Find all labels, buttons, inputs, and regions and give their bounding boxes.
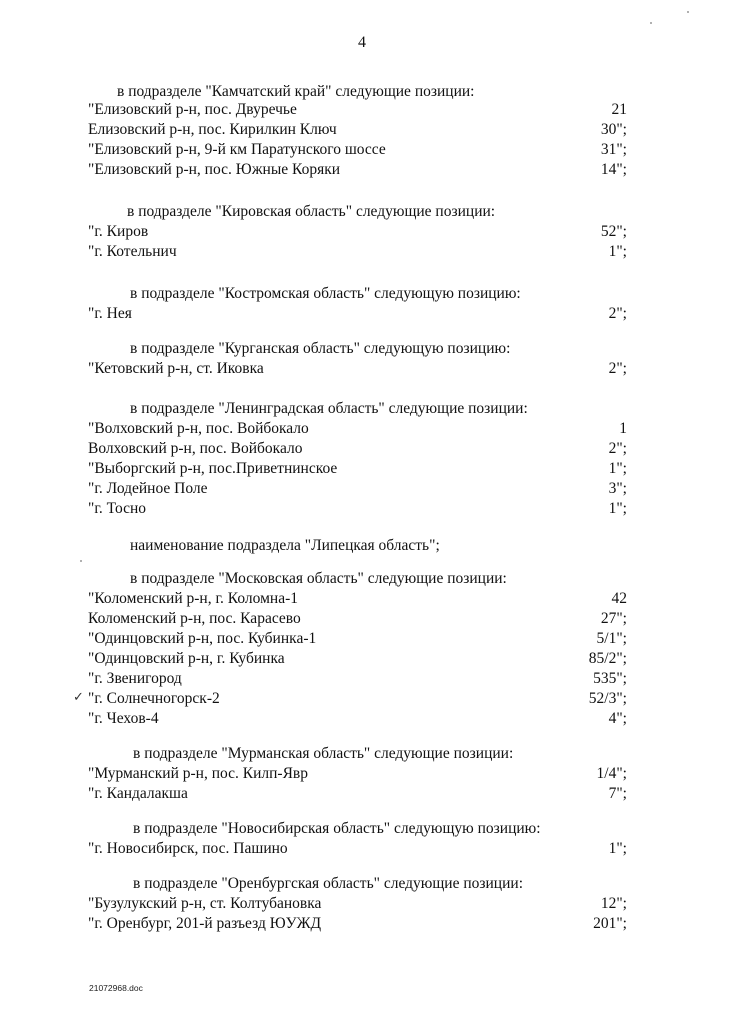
position-number: 1"; (608, 840, 627, 857)
position-number: 2"; (608, 360, 627, 377)
section-heading: в подразделе "Оренбургская область" следующие позиции: (133, 875, 523, 892)
footer-filename: 21072968.doc (89, 983, 143, 993)
position-text: "г. Кандалакша (88, 785, 188, 802)
position-number: 1"; (608, 243, 627, 260)
position-text: "г. Лодейное Поле (88, 480, 208, 497)
position-number: 7"; (608, 785, 627, 802)
position-number: 1"; (608, 460, 627, 477)
position-number: 42 (611, 590, 627, 607)
position-number: 52"; (600, 223, 627, 240)
position-number: 535"; (593, 670, 627, 687)
section-heading: в подразделе "Костромская область" следующую позицию: (130, 285, 521, 302)
position-text: "Одинцовский р-н, г. Кубинка (88, 650, 285, 667)
position-number: 1"; (608, 500, 627, 517)
position-text: "Коломенский р-н, г. Коломна-1 (88, 590, 298, 607)
position-text: "Волховский р-н, пос. Войбокало (88, 420, 309, 437)
position-number: 52/3"; (588, 690, 627, 707)
position-number: 1 (619, 420, 627, 437)
position-number: 12"; (600, 895, 627, 912)
section-heading: в подразделе "Камчатский край" следующие позиции: (117, 83, 475, 100)
position-text: "г. Оренбург, 201-й разъезд ЮУЖД (88, 915, 322, 932)
section-heading: в подразделе "Новосибирская область" следующую позицию: (133, 820, 541, 837)
position-number: 5/1"; (596, 630, 627, 647)
position-number: 1/4"; (596, 765, 627, 782)
position-number: 3"; (608, 480, 627, 497)
position-number: 201"; (593, 915, 627, 932)
position-text: "Елизовский р-н, 9-й км Паратунского шоссе (88, 141, 386, 158)
position-text: "г. Киров (88, 223, 149, 240)
section-heading: в подразделе "Кировская область" следующие позиции: (127, 203, 496, 220)
section-heading: в подразделе "Ленинградская область" следующие позиции: (130, 400, 528, 417)
position-number: 21 (611, 101, 627, 118)
scan-speck (687, 11, 689, 13)
position-number: 14"; (600, 161, 627, 178)
check-mark-icon: ✓ (73, 689, 84, 704)
position-number: 27"; (600, 610, 627, 627)
position-number: 31"; (600, 141, 627, 158)
page-number: 4 (358, 34, 366, 51)
position-number: 2"; (608, 305, 627, 322)
position-text: "г. Чехов-4 (88, 710, 159, 727)
position-text: "г. Тосно (88, 500, 147, 517)
position-text: "г. Солнечногорск-2 (88, 690, 220, 707)
position-text: Волховский р-н, пос. Войбокало (88, 440, 303, 457)
position-number: 2"; (608, 440, 627, 457)
position-text: Коломенский р-н, пос. Карасево (88, 610, 301, 627)
section-heading: в подразделе "Мурманская область" следующие позиции: (133, 745, 514, 762)
position-text: "Кетовский р-н, ст. Иковка (88, 360, 264, 377)
position-text: "Елизовский р-н, пос. Двуречье (88, 101, 297, 118)
section-heading: наименование подраздела "Липецкая область"; (130, 537, 440, 554)
section-heading: в подразделе "Московская область" следующие позиции: (130, 570, 507, 587)
position-text: "Выборгский р-н, пос.Приветнинское (88, 460, 338, 477)
scan-speck (80, 560, 82, 562)
position-text: "г. Новосибирск, пос. Пашино (88, 840, 288, 857)
scan-speck (650, 22, 652, 24)
position-text: "Одинцовский р-н, пос. Кубинка-1 (88, 630, 317, 647)
position-text: "Елизовский р-н, пос. Южные Коряки (88, 161, 341, 178)
position-text: "г. Нея (88, 305, 132, 322)
position-text: "г. Звенигород (88, 670, 182, 687)
position-text: "Мурманский р-н, пос. Килп-Явр (88, 765, 308, 782)
position-text: "Бузулукский р-н, ст. Колтубановка (88, 895, 322, 912)
position-text: Елизовский р-н, пос. Кирилкин Ключ (88, 121, 337, 138)
section-heading: в подразделе "Курганская область" следующую позицию: (130, 340, 511, 357)
position-number: 85/2"; (588, 650, 627, 667)
position-number: 30"; (600, 121, 627, 138)
position-number: 4"; (608, 710, 627, 727)
position-text: "г. Котельнич (88, 243, 177, 260)
